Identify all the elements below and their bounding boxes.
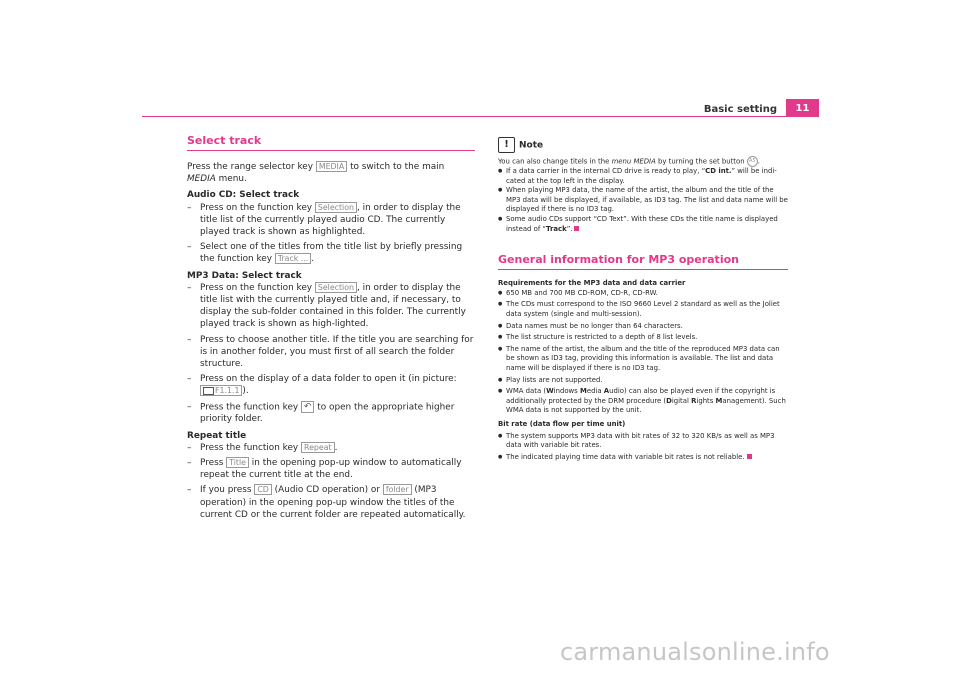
key-folder: folder xyxy=(383,484,412,495)
key-selection: Selection xyxy=(315,202,357,213)
left-column xyxy=(187,134,475,521)
key-media: MEDIA xyxy=(316,161,347,172)
section-rule xyxy=(187,150,475,151)
req-bullet: ● 650 MB and 700 MB CD-ROM, CD-R, CD-RW. xyxy=(498,289,788,299)
end-mark xyxy=(574,226,579,231)
section-title-select-track: Select track xyxy=(187,134,262,147)
set-button-ref: A5 xyxy=(747,156,758,167)
note-header: !Note xyxy=(498,137,788,153)
key-selection-mp3: Selection xyxy=(315,282,357,293)
right-column xyxy=(498,137,788,462)
note-bullet-3: ● Some audio CDs support “CD Text”. With these CDs the title name is displayed instead of “Track”. xyxy=(498,215,788,234)
step-mp3-1: – Press on the function key Selection , in order to display the title list with the currently played title and, if necessary, to display the sub-folder contained in this folder. The currently played track is shown as high-lighted. xyxy=(187,282,475,331)
req-bullet: ● The name of the artist, the album and the title of the reproduced MP3 data can be shown as ID3 tag, providing this information is available. The list and data name will be displayed if there is no ID3 tag. xyxy=(498,345,788,374)
note-bullet-2: ● When playing MP3 data, the name of the artist, the album and the title of the MP3 data will be displayed, if available, as ID3 tag. The list and data name will be displayed if there is no ID3 tag. xyxy=(498,186,788,215)
heading-requirements: Requirements for the MP3 data and data carrier xyxy=(498,279,686,288)
req-bullet: ● Play lists are not supported. xyxy=(498,376,788,386)
page-number: 11 xyxy=(786,99,819,117)
note-bullet-1: ● If a data carrier in the internal CD drive is ready to play, “CD int.” will be indi-cated at the top left in the display. xyxy=(498,167,788,186)
step-cd-2: – Select one of the titles from the title list by briefly pressing the function key Track ... . xyxy=(187,241,475,265)
step-mp3-3: – Press on the display of a data folder to open it (in picture: F1.1.1 ). xyxy=(187,373,475,397)
req-bullet: ● Data names must be no longer than 64 characters. xyxy=(498,322,788,332)
intro-paragraph: Press the range selector key MEDIA to switch to the main MEDIA menu. xyxy=(187,162,445,185)
folder-icon xyxy=(203,387,214,395)
step-repeat-1: – Press the function key Repeat . xyxy=(187,442,475,454)
step-mp3-2: – Press to choose another title. If the title you are searching for is in another folder, you must first of all search the folder structure. xyxy=(187,334,475,371)
back-arrow-icon: ↶ xyxy=(301,401,314,413)
key-repeat: Repeat xyxy=(301,442,335,453)
heading-audio-cd: Audio CD: Select track xyxy=(187,190,300,201)
note-paragraph: You can also change titels in the menu MEDIA by turning the set button A5 . xyxy=(498,157,760,166)
section-title-mp3-info: General information for MP3 operation xyxy=(498,253,739,267)
heading-bitrate: Bit rate (data flow per time unit) xyxy=(498,419,626,428)
wma-bullet: ● WMA data (Windows Media Audio) can also be played even if the copyright is additionally protected by the DRM procedure (Digital Rights Management). Such WMA data is not supported by the unit. xyxy=(498,387,788,416)
key-track: Track ... xyxy=(275,253,311,264)
key-title: Title xyxy=(226,457,249,468)
step-mp3-4: – Press the function key ↶ to open the appropriate higher priority folder. xyxy=(187,401,475,426)
heading-mp3: MP3 Data: Select track xyxy=(187,270,302,281)
bitrate-bullet: ● The indicated playing time data with variable bit rates is not reliable. xyxy=(498,453,788,463)
key-folder-f111: F1.1.1 xyxy=(200,385,242,396)
step-cd-1: – Press on the function key Selection , in order to display the title list of the currently played audio CD. The currently played track is shown as highlighted. xyxy=(187,202,475,239)
end-mark xyxy=(747,454,752,459)
watermark: carmanualsonline.info xyxy=(560,638,830,666)
req-bullet: ● The list structure is restricted to a depth of 8 list levels. xyxy=(498,333,788,343)
key-cd: CD xyxy=(254,484,272,495)
section-rule xyxy=(498,269,788,270)
heading-repeat: Repeat title xyxy=(187,430,247,441)
note-icon xyxy=(498,137,515,153)
header-rule xyxy=(142,116,819,117)
req-bullet: ● The CDs must correspond to the ISO 9660 Level 2 standard as well as the Joliet data system (single and multi-session). xyxy=(498,300,788,319)
bitrate-bullet: ● The system supports MP3 data with bit rates of 32 to 320 KB/s as well as MP3 data with variable bit rates. xyxy=(498,432,788,451)
header-title: Basic setting xyxy=(703,104,777,115)
step-repeat-2: – Press Title in the opening pop-up window to automatically repeat the current title at the end. xyxy=(187,457,475,481)
step-repeat-3: – If you press CD (Audio CD operation) or folder (MP3 operation) in the opening pop-up window the titles of the current CD or the current folder are repeated automatically. xyxy=(187,484,475,521)
